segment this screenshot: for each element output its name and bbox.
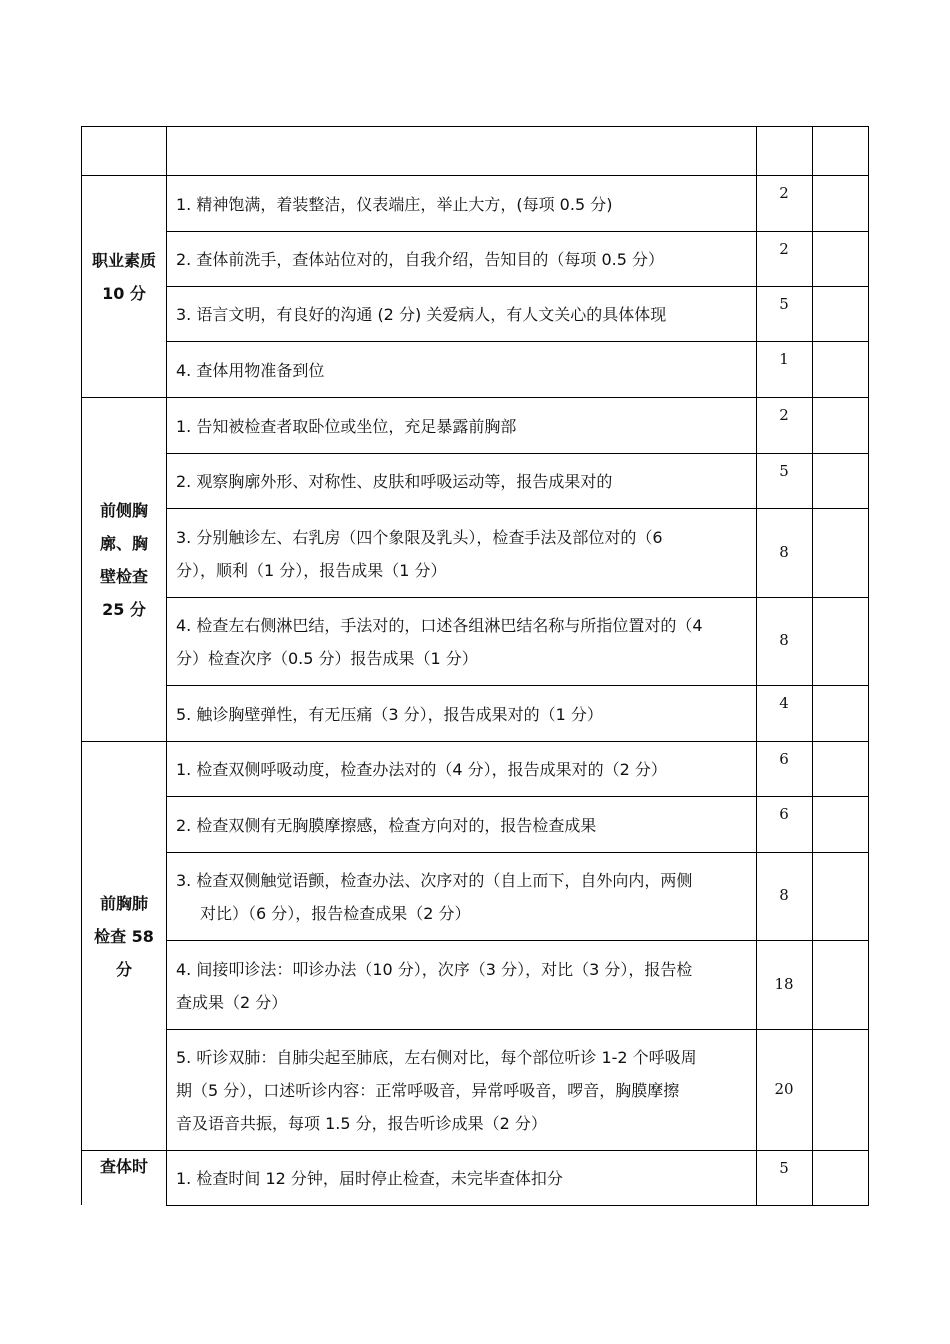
section-category-label: 10 分 <box>102 284 146 303</box>
section-category-label: 职业素质 <box>91 251 156 270</box>
column-divider-item <box>166 1150 167 1206</box>
section-category-label: 前胸肺 <box>99 893 148 913</box>
criterion-text: 5. 触诊胸壁弹性，有无压痛（3 分），报告成果对的（1 分） <box>176 704 603 724</box>
section-category-label: 廓、胸 <box>99 534 148 553</box>
criterion-text: 2. 观察胸廓外形、对称性、皮肤和呼吸运动等，报告成果对的 <box>176 472 613 491</box>
section-category-label: 分 <box>115 959 132 979</box>
row-border <box>166 341 869 342</box>
score-value: 20 <box>774 1079 794 1098</box>
criterion-text: 期（5 分），口述听诊内容：正常呼吸音，异常呼吸音，啰音，胸膜摩擦 <box>176 1081 680 1100</box>
criterion-text: 3. 语言文明，有良好的沟通 (2 分) 关爱病人，有人文关心的具体体现 <box>176 305 667 324</box>
criterion-text: 对比）（6 分），报告检查成果（2 分） <box>200 904 471 923</box>
header-bottom-border <box>81 175 869 176</box>
criterion-text: 查成果（2 分） <box>176 992 288 1012</box>
section-category-label: 25 分 <box>102 600 146 619</box>
score-value: 6 <box>779 750 789 768</box>
criterion-text: 1. 检查双侧呼吸动度，检查办法对的（4 分），报告成果对的（2 分） <box>176 760 667 779</box>
table-right-border <box>868 126 869 1206</box>
row-border <box>166 852 869 853</box>
section-border <box>81 397 869 398</box>
score-value: 8 <box>779 542 789 561</box>
criterion-text: 3. 分别触诊左、右乳房（四个象限及乳头），检查手法及部位对的（6 <box>176 527 663 547</box>
column-divider-deduct <box>812 126 813 1206</box>
score-value: 8 <box>779 886 789 904</box>
row-border <box>166 1029 869 1030</box>
criterion-text: 3. 检查双侧触觉语颤，检查办法、次序对的（自上而下，自外向内，两侧 <box>176 871 693 890</box>
score-value: 5 <box>779 1159 789 1177</box>
row-border <box>166 1205 869 1206</box>
section-category-label: 查体时 <box>99 1156 148 1176</box>
criterion-text: 4. 查体用物准备到位 <box>176 360 325 380</box>
criterion-text: 1. 精神饱满，着装整洁，仪表端庄，举止大方，(每项 0.5 分) <box>176 194 613 214</box>
row-border <box>166 231 869 232</box>
score-value: 8 <box>779 631 789 649</box>
criterion-text: 5. 听诊双肺：自肺尖起至肺底，左右侧对比，每个部位听诊 1-2 个呼吸周 <box>176 1048 697 1067</box>
row-border <box>166 453 869 454</box>
criterion-text: 音及语音共振，每项 1.5 分，报告听诊成果（2 分） <box>176 1114 547 1133</box>
table-top-border <box>81 126 869 127</box>
score-value: 1 <box>779 350 789 368</box>
section-category-label: 壁检查 <box>99 567 148 586</box>
table-left-border <box>81 126 82 1205</box>
section-category-label: 前侧胸 <box>99 501 148 520</box>
criterion-text: 1. 检查时间 12 分钟，届时停止检查，未完毕查体扣分 <box>176 1169 563 1188</box>
criterion-text: 2. 查体前洗手，查体站位对的，自我介绍，告知目的（每项 0.5 分） <box>176 250 664 269</box>
column-divider-item <box>166 397 167 742</box>
row-border <box>166 796 869 797</box>
score-value: 2 <box>779 184 789 202</box>
criterion-text: 4. 间接叩诊法：叩诊办法（10 分），次序（3 分），对比（3 分），报告检 <box>176 959 693 979</box>
row-border <box>166 597 869 598</box>
column-divider-score <box>756 126 757 1206</box>
criterion-text: 4. 检查左右侧淋巴结，手法对的，口述各组淋巴结名称与所指位置对的（4 <box>176 616 703 635</box>
score-value: 4 <box>779 694 789 712</box>
section-category-label: 检查 58 <box>94 926 154 946</box>
criterion-text: 分）检查次序（0.5 分）报告成果（1 分） <box>176 649 478 668</box>
column-divider-item <box>166 741 167 1151</box>
score-value: 2 <box>779 240 789 258</box>
criterion-text: 1. 告知被检查者取卧位或坐位，充足暴露前胸部 <box>176 416 517 436</box>
row-border <box>166 940 869 941</box>
section-border <box>81 1150 869 1151</box>
score-value: 18 <box>774 974 794 993</box>
criterion-text: 2. 检查双侧有无胸膜摩擦感，检查方向对的，报告检查成果 <box>176 815 597 835</box>
criterion-text: 分），顺利（1 分），报告成果（1 分） <box>176 560 447 580</box>
row-border <box>166 286 869 287</box>
score-value: 2 <box>779 406 789 424</box>
score-value: 5 <box>779 462 789 480</box>
row-border <box>166 685 869 686</box>
score-value: 5 <box>779 295 789 313</box>
score-value: 6 <box>779 805 789 823</box>
column-divider-item <box>166 126 167 398</box>
section-border <box>81 741 869 742</box>
row-border <box>166 508 869 509</box>
